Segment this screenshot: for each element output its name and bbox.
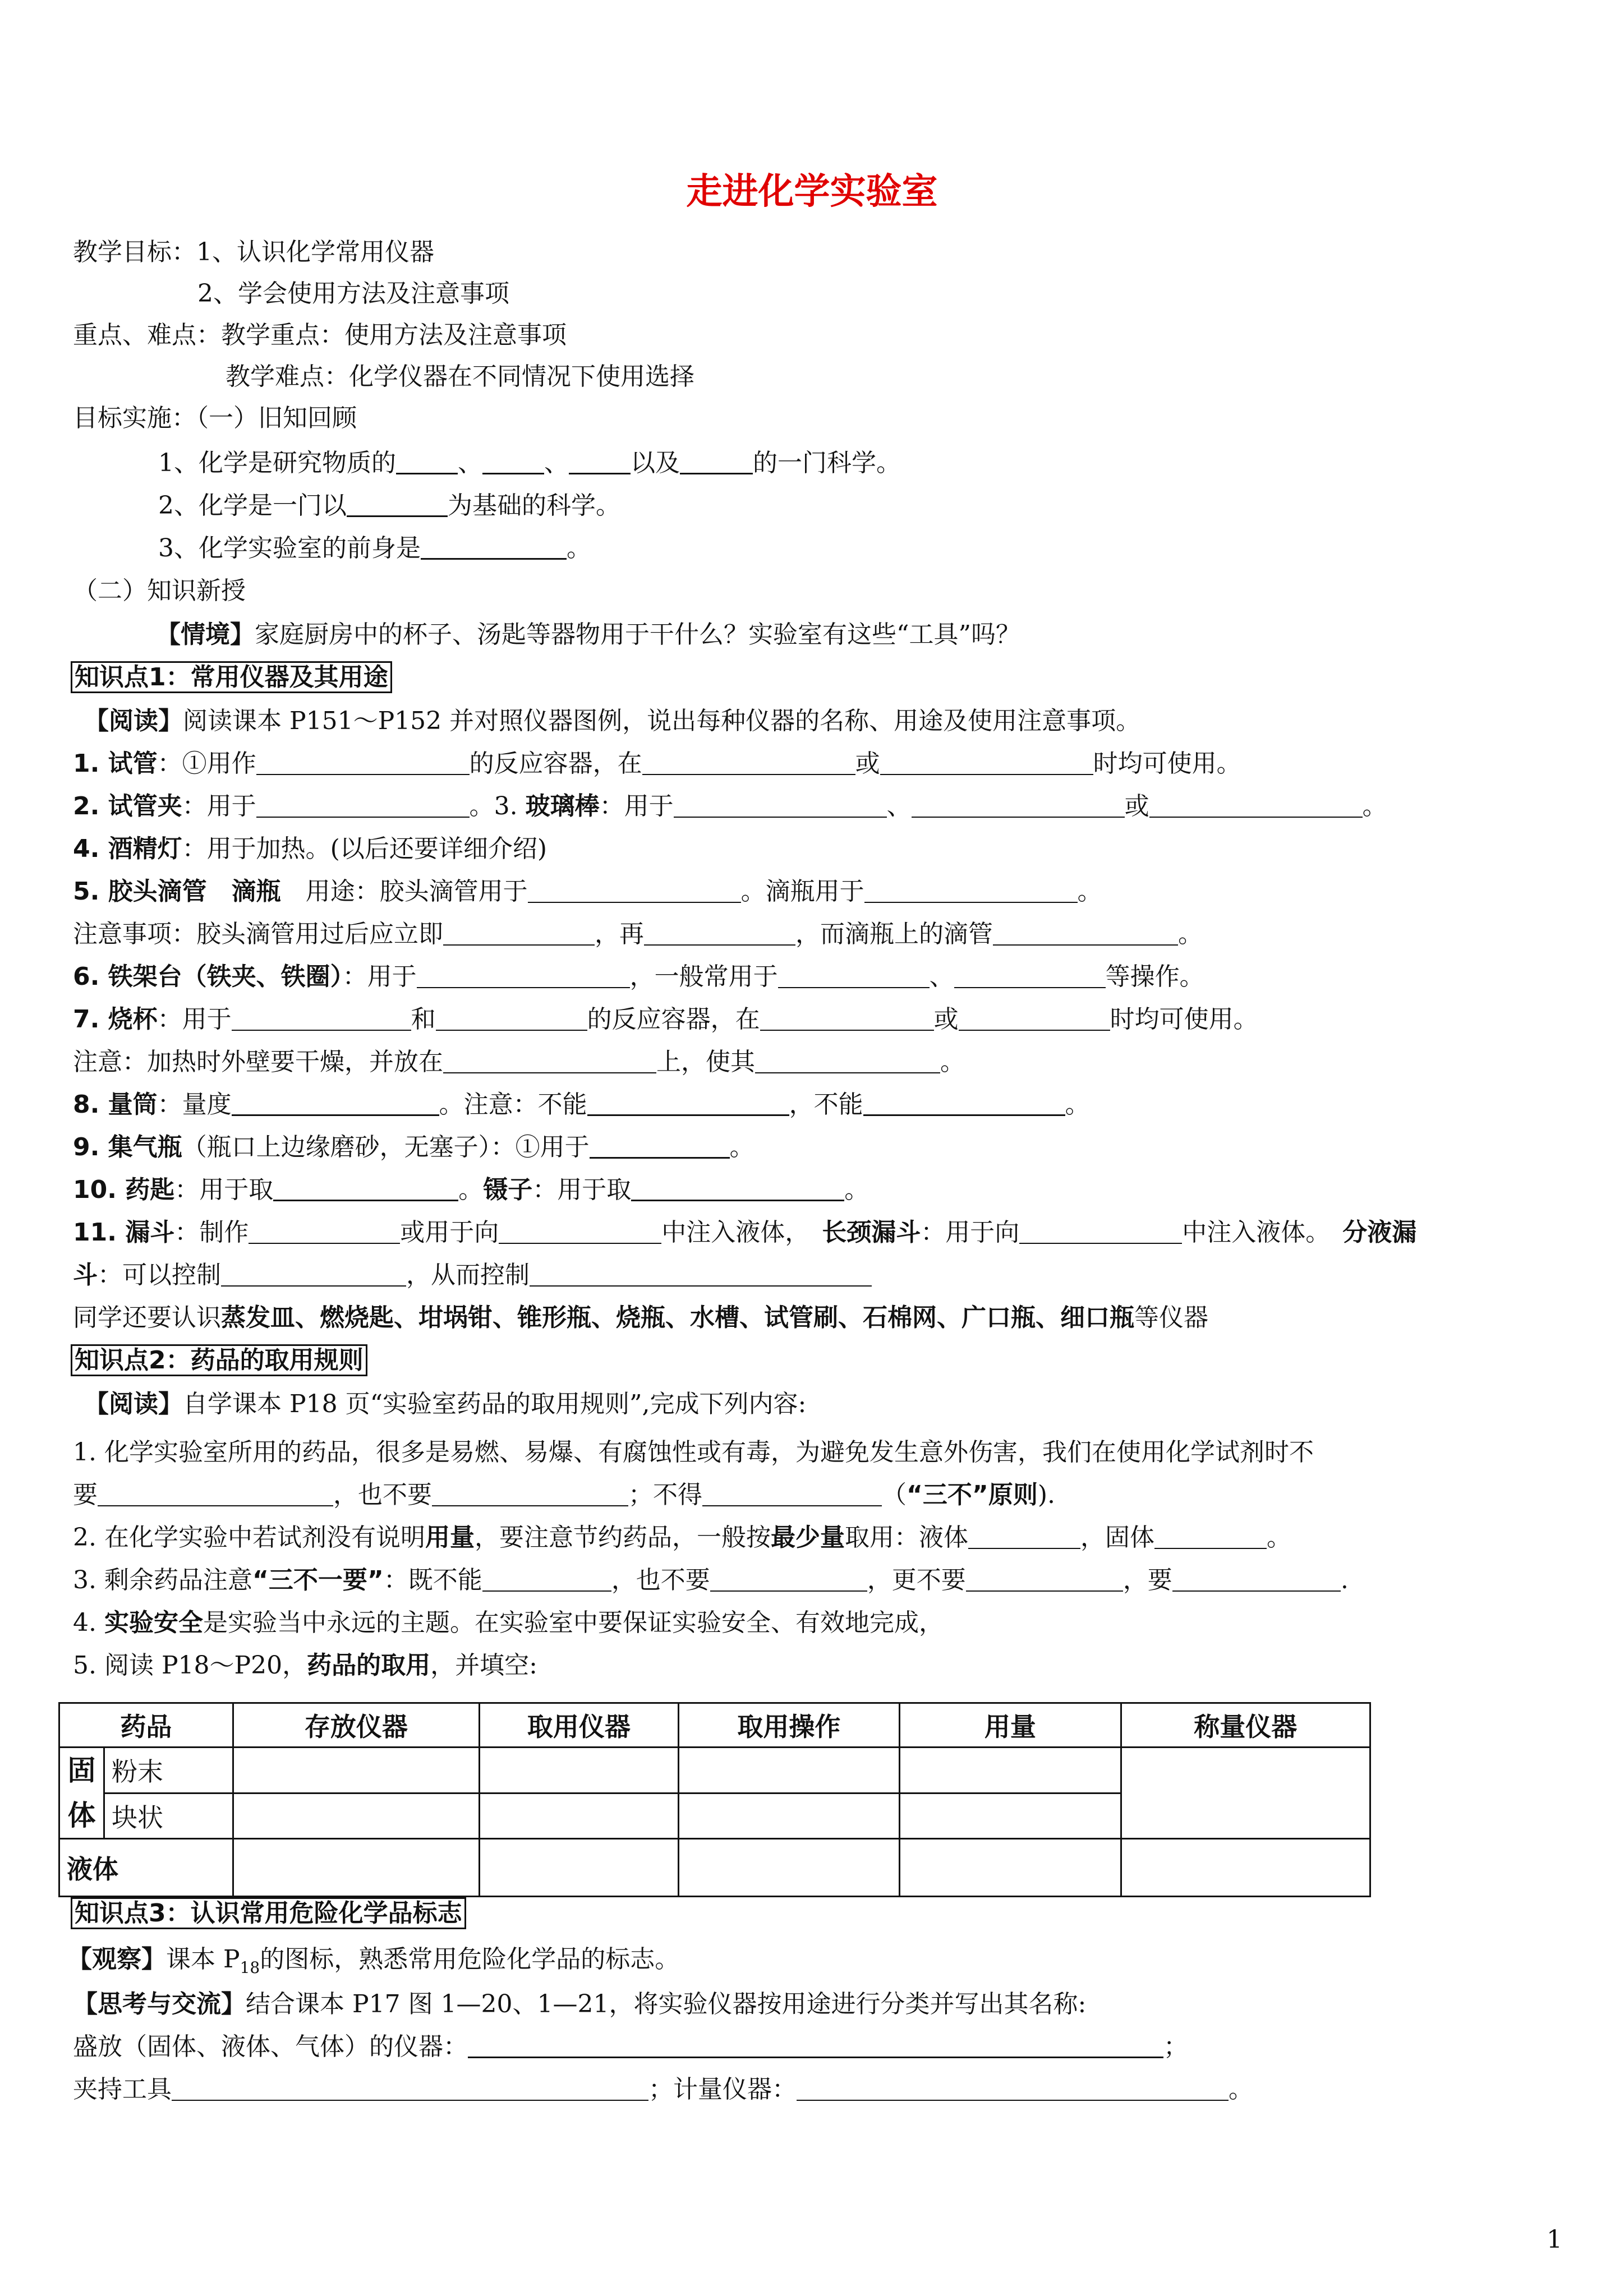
kp1-line-clamp-rod: 2. 试管夹：用于 。3. 玻璃棒：用于 、 或 。 (73, 792, 1387, 820)
table-cell[interactable] (678, 1748, 899, 1794)
blank[interactable] (968, 1525, 1080, 1549)
table-cell[interactable] (900, 1839, 1121, 1897)
page-title: 走进化学实验室 (686, 171, 938, 213)
blank[interactable] (436, 1007, 587, 1031)
blank[interactable] (778, 965, 930, 988)
difficulty-line: 教学难点：化学仪器在不同情况下使用选择 (226, 362, 694, 391)
blank[interactable] (760, 1007, 934, 1031)
blank[interactable] (710, 1568, 867, 1592)
blank[interactable] (482, 1568, 611, 1592)
objectives-line-2: 2、学会使用方法及注意事项 (197, 279, 509, 308)
table-header: 取用操作 (678, 1703, 899, 1748)
blank[interactable] (232, 1092, 439, 1116)
blank[interactable] (864, 879, 1078, 903)
blank[interactable] (674, 794, 887, 818)
table-cell[interactable] (900, 1748, 1121, 1794)
blank[interactable] (232, 1007, 411, 1031)
table-header: 称量仪器 (1121, 1703, 1370, 1748)
focus-line: 重点、难点：教学重点：使用方法及注意事项 (73, 321, 567, 349)
table-cell[interactable] (678, 1793, 899, 1839)
table-cell[interactable] (480, 1793, 679, 1839)
kp1-read: 【阅读】阅读课本 P151～P152 并对照仪器图例，说出每种仪器的名称、用途及使用注意事项。 (84, 707, 1141, 735)
blank[interactable] (396, 450, 458, 474)
blank[interactable] (256, 751, 470, 775)
blank[interactable] (98, 1483, 333, 1506)
kp1-heading: 知识点1：常用仪器及其用途 (71, 661, 392, 694)
blank[interactable] (797, 2077, 1229, 2101)
kp1-line-cylinder: 8. 量筒：量度 。注意：不能 ，不能 。 (73, 1090, 1090, 1119)
blank[interactable] (755, 1050, 940, 1073)
kp1-line-dropper: 5. 胶头滴管 滴瓶 用途：胶头滴管用于 。滴瓶用于 。 (73, 877, 1102, 906)
table-cell[interactable] (1121, 1839, 1370, 1897)
kp1-line-spoon: 10. 药匙：用于取 。镊子：用于取 。 (73, 1175, 869, 1204)
blank[interactable] (417, 965, 630, 988)
blank[interactable] (443, 1050, 656, 1073)
kp1-line-stand: 6. 铁架台（铁夹、铁圈）：用于 ，一般常用于 、 等操作。 (73, 962, 1204, 991)
blank[interactable] (702, 1483, 882, 1506)
objectives-line-1: 教学目标：1、认识化学常用仪器 (73, 238, 434, 266)
table-header: 取用仪器 (480, 1703, 679, 1748)
kp1-line-other-instruments: 同学还要认识蒸发皿、燃烧匙、坩埚钳、锥形瓶、烧瓶、水槽、试管刷、石棉网、广口瓶、细口瓶等仪器 (73, 1303, 1208, 1332)
kp1-line-funnel: 11. 漏斗：制作 或用于向 中注入液体， 长颈漏斗：用于向 中注入液体。 分液漏 (73, 1218, 1417, 1247)
blank[interactable] (528, 879, 741, 903)
review-q2: 2、化学是一门以 为基础的科学。 (158, 491, 620, 520)
kp2-rule-4: 4. 实验安全是实验当中永远的主题。在实验室中要保证实验安全、有效地完成， (73, 1608, 944, 1637)
blank[interactable] (499, 1220, 661, 1244)
kp1-line-sep-funnel: 斗：可以控制 ，从而控制 (73, 1258, 872, 1292)
reagent-table (58, 1702, 1371, 1897)
kp2-read: 【阅读】自学课本 P18 页“实验室药品的取用规则”,完成下列内容: (84, 1390, 807, 1418)
kp1-line-lamp: 4. 酒精灯：用于加热。(以后还要详细介绍) (73, 835, 547, 863)
blank[interactable] (642, 751, 855, 775)
table-header: 存放仪器 (233, 1703, 479, 1748)
blank[interactable] (221, 1263, 406, 1287)
table-header: 药品 (59, 1703, 233, 1748)
kp2-rule-2: 2. 在化学实验中若试剂没有说明用量，要注意节约药品，一般按最少量取用：液体 ，固体 。 (73, 1523, 1291, 1552)
blank[interactable] (863, 1092, 1065, 1116)
blank[interactable] (590, 1135, 730, 1159)
blank[interactable] (347, 493, 448, 517)
blank[interactable] (432, 1483, 628, 1506)
blank[interactable] (644, 922, 795, 946)
table-header: 用量 (900, 1703, 1121, 1748)
blank[interactable] (482, 450, 544, 474)
review-q1: 1、化学是研究物质的 、 、 以及 的一门科学。 (158, 449, 901, 477)
kp3-observe: 【观察】课本 $P_{18}$的图标，熟悉常用危险化学品的标志。 (67, 1945, 680, 1977)
powder-label: 粉末 (104, 1748, 233, 1794)
kp3-holding: 盛放（固体、液体、气体）的仪器： ； (73, 2032, 1188, 2061)
blank[interactable] (530, 1263, 872, 1287)
solid-label: 固体 (59, 1748, 104, 1839)
blank[interactable] (954, 965, 1106, 988)
blank[interactable] (443, 922, 595, 946)
table-cell[interactable] (480, 1839, 679, 1897)
situation-line: 【情境】家庭厨房中的杯子、汤匙等器物用于干什么？实验室有这些“工具”吗？ (156, 620, 1020, 649)
blank[interactable] (880, 751, 1093, 775)
blank[interactable] (1172, 1568, 1341, 1592)
blank[interactable] (959, 1007, 1110, 1031)
kp2-rule-1-cont: 要 ，也不要 ；不得 （“三不”原则). (73, 1481, 1055, 1509)
table-row (59, 1748, 1370, 1794)
kp1-line-test-tube: 1. 试管：①用作 的反应容器，在 或 时均可使用。 (73, 749, 1241, 778)
kp1-line-beaker-note: 注意：加热时外壁要干燥，并放在 上，使其 。 (73, 1048, 965, 1076)
kp3-heading: 知识点3：认识常用危险化学品标志 (71, 1897, 466, 1930)
blank[interactable] (966, 1568, 1123, 1592)
blank[interactable] (680, 450, 753, 474)
table-cell[interactable] (233, 1839, 479, 1897)
new-section-line: （二）知识新授 (73, 577, 246, 605)
table-row (59, 1839, 1370, 1897)
blank[interactable] (256, 794, 470, 818)
blank[interactable] (993, 922, 1178, 946)
kp2-rule-5: 5. 阅读 P18～P20，药品的取用，并填空: (73, 1651, 537, 1680)
blank[interactable] (273, 1177, 458, 1201)
kp3-think: 【思考与交流】结合课本 P17 图 1—20、1—21，将实验仪器按用途进行分类并写出其名称: (73, 1990, 1087, 2018)
kp2-heading: 知识点2：药品的取用规则 (71, 1344, 367, 1377)
implement-line: 目标实施：（一）旧知回顾 (73, 404, 357, 432)
table-cell[interactable] (1121, 1748, 1370, 1839)
kp1-line-gas-bottle: 9. 集气瓶（瓶口上边缘磨砂，无塞子）：①用于 。 (73, 1133, 755, 1161)
blank[interactable] (631, 1177, 844, 1201)
kp1-line-dropper-notes: 注意事项：胶头滴管用过后应立即 ，再 ，而滴瓶上的滴管 。 (73, 920, 1203, 948)
block-label: 块状 (104, 1793, 233, 1839)
blank[interactable] (249, 1220, 400, 1244)
table-cell[interactable] (233, 1793, 479, 1839)
blank[interactable] (421, 536, 567, 560)
blank[interactable] (912, 794, 1125, 818)
blank[interactable] (468, 2034, 1163, 2058)
table-cell[interactable] (233, 1748, 479, 1794)
kp2-rule-1: 1. 化学实验室所用的药品，很多是易燃、易爆、有腐蚀性或有毒，为避免发生意外伤害，我们在使用化学试剂时不 (73, 1438, 1314, 1467)
table-cell[interactable] (480, 1748, 679, 1794)
blank[interactable] (1019, 1220, 1182, 1244)
blank[interactable] (569, 450, 631, 474)
kp1-line-beaker: 7. 烧杯：用于 和 的反应容器，在 或 时均可使用。 (73, 1005, 1258, 1034)
kp3-clamping: 夹持工具 ；计量仪器： 。 (73, 2075, 1253, 2104)
blank[interactable] (1154, 1525, 1267, 1549)
blank[interactable] (1149, 794, 1363, 818)
blank[interactable] (172, 2077, 648, 2101)
table-row (59, 1703, 1370, 1748)
liquid-label: 液体 (59, 1839, 233, 1897)
kp2-rule-3: 3. 剩余药品注意“三不一要”：既不能 ，也不要 ，更不要 ，要 . (73, 1566, 1349, 1594)
table-cell[interactable] (678, 1839, 899, 1897)
review-q3: 3、化学实验室的前身是 。 (158, 534, 591, 563)
table-cell[interactable] (900, 1793, 1121, 1839)
blank[interactable] (587, 1092, 789, 1116)
page-number: 1 (1547, 2225, 1562, 2254)
